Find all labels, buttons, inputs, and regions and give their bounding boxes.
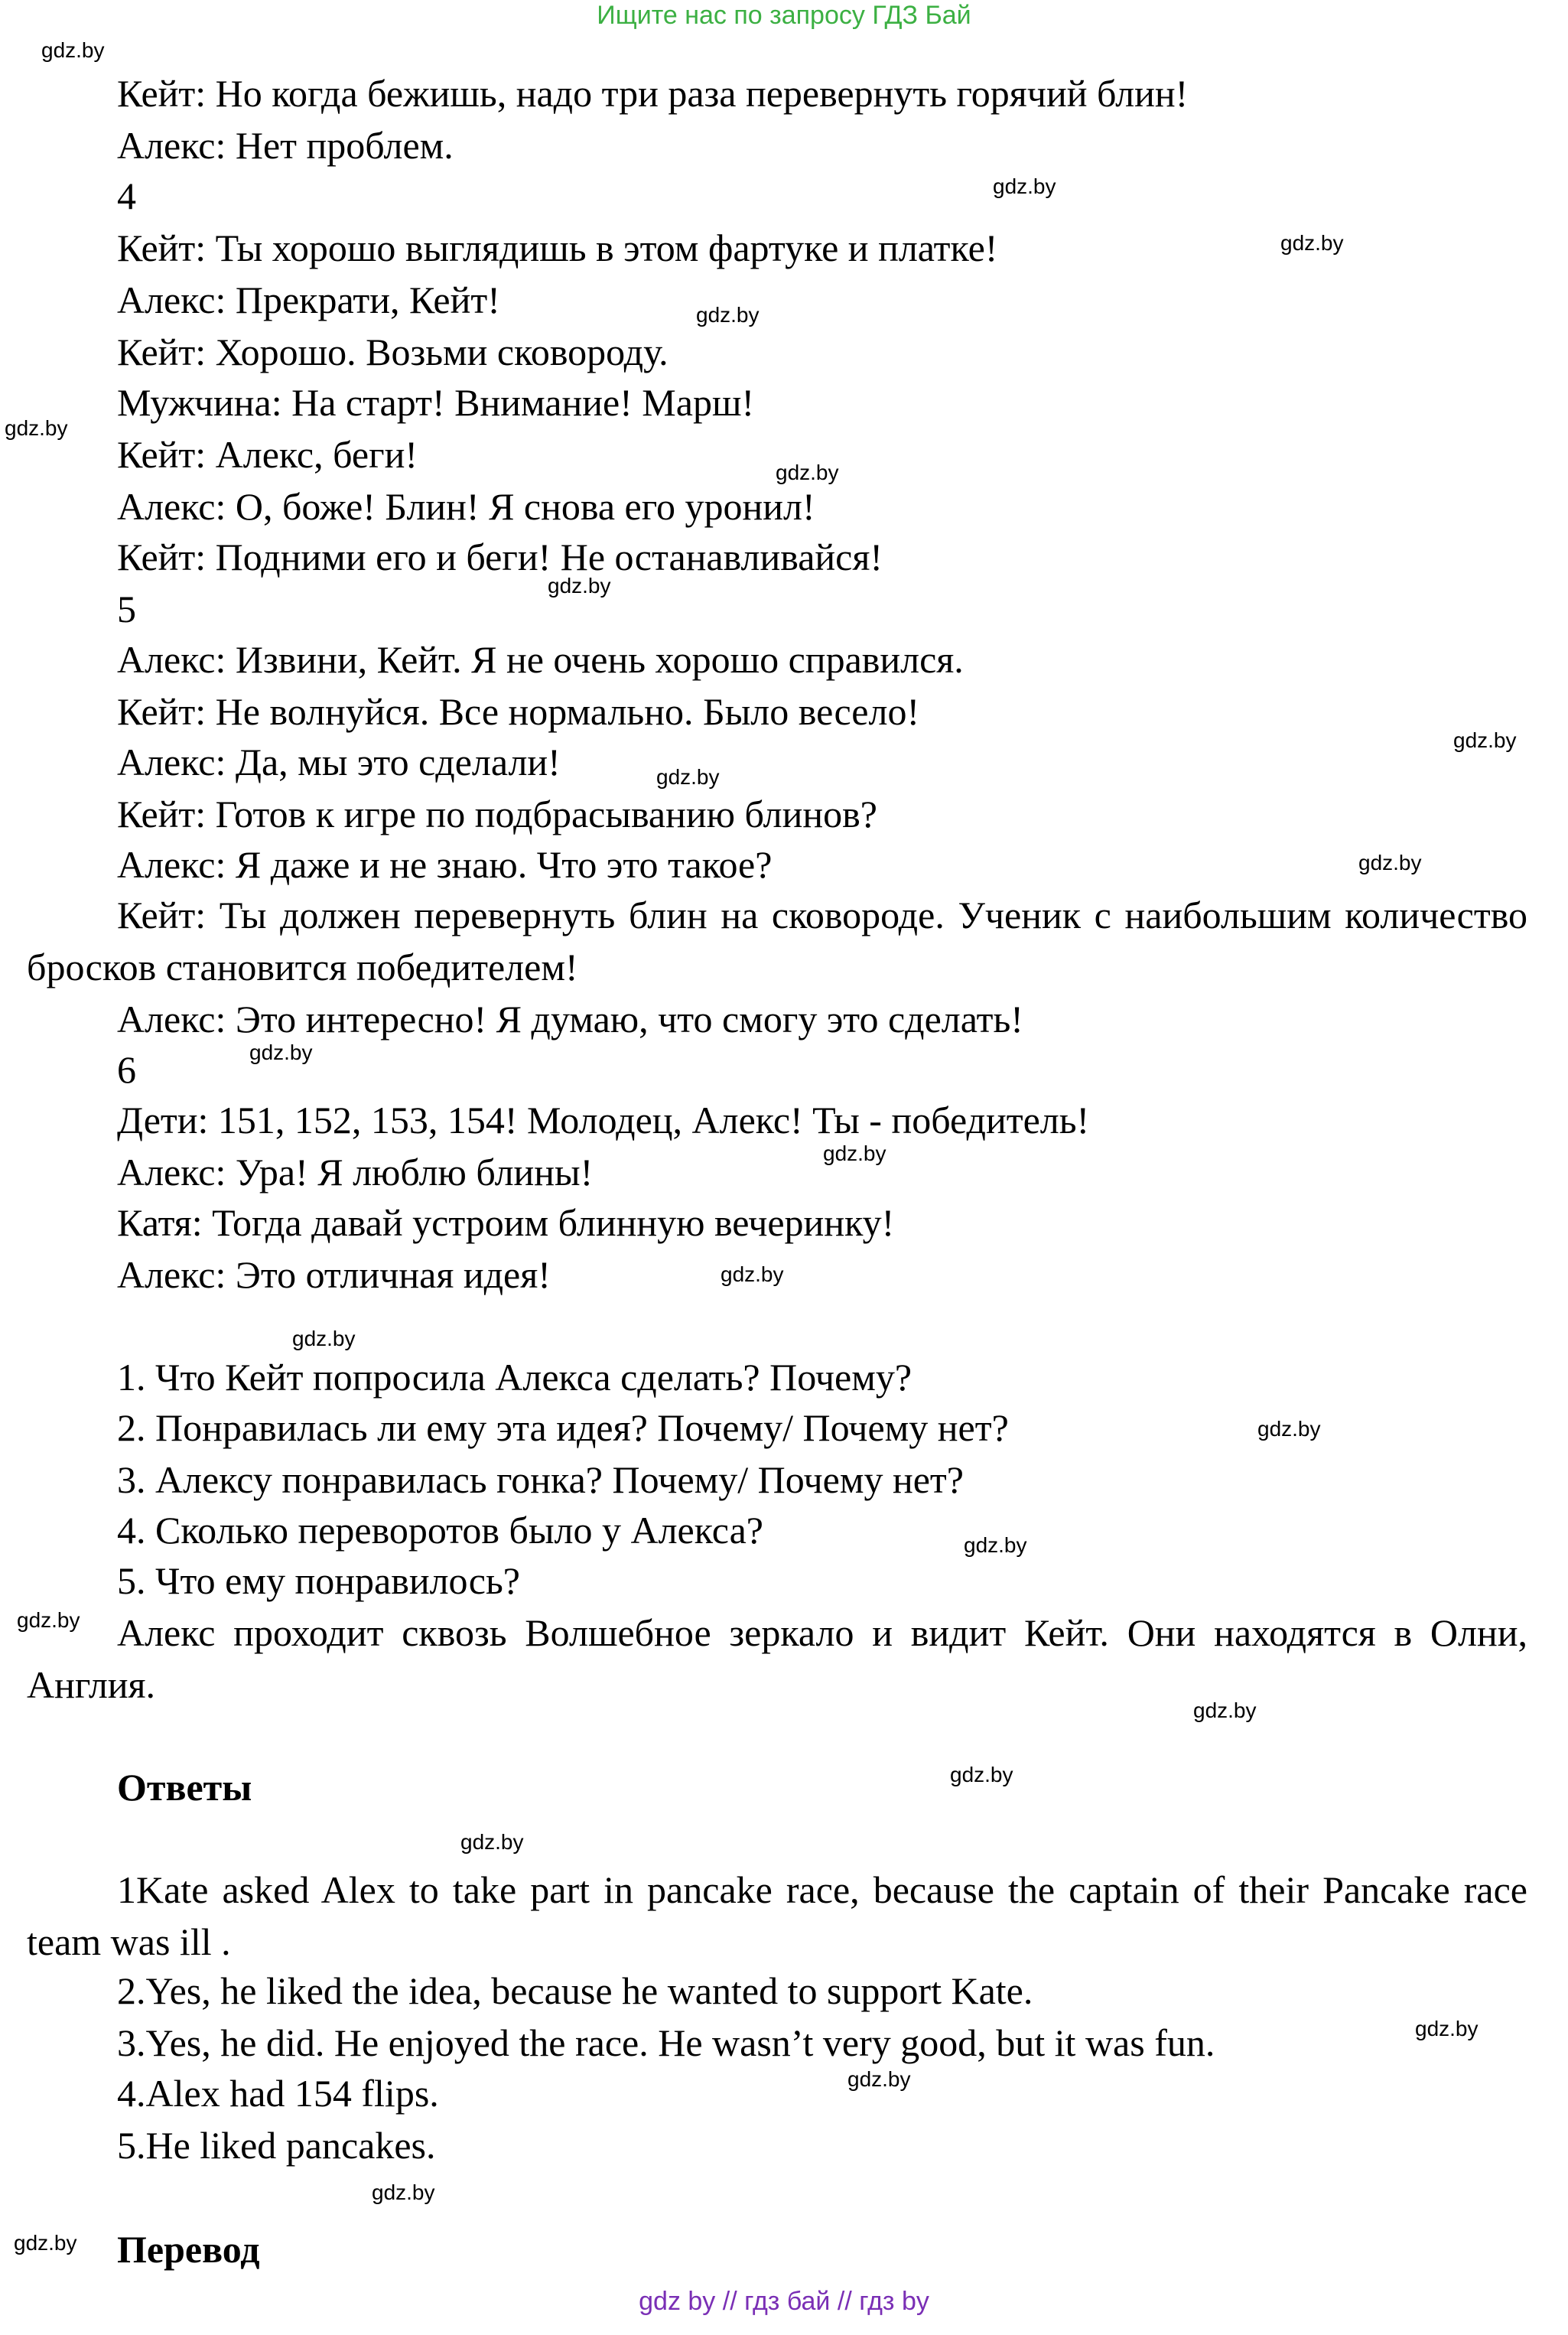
watermark: gdz.by xyxy=(1415,2017,1479,2040)
dialogue-line: Кейт: Алекс, беги! xyxy=(117,433,418,476)
dialogue-line: Кейт: Но когда бежишь, надо три раза перевернуть горячий блин! xyxy=(117,72,1189,115)
watermark: gdz.by xyxy=(823,1141,886,1165)
dialogue-line: Кейт: Готов к игре по подбрасыванию блинов? xyxy=(117,793,877,835)
question-item: 3. Алексу понравилась гонка? Почему/ Почему нет? xyxy=(117,1458,964,1501)
section-number: 4 xyxy=(117,174,136,217)
dialogue-line: Алекс: Нет проблем. xyxy=(117,124,454,167)
dialogue-line: Кейт: Подними его и беги! Не останавливайся! xyxy=(117,536,883,578)
watermark: gdz.by xyxy=(1280,231,1344,255)
dialogue-line: Мужчина: На старт! Внимание! Марш! xyxy=(117,381,755,424)
footer-banner: gdz by // гдз бай // гдз by xyxy=(639,2287,929,2316)
watermark: gdz.by xyxy=(656,765,720,789)
section-number: 5 xyxy=(117,588,136,630)
watermark: gdz.by xyxy=(292,1327,356,1350)
dialogue-line: Алекс: Ура! Я люблю блины! xyxy=(117,1151,594,1194)
dialogue-line: Алекс: Да, мы это сделали! xyxy=(117,741,561,783)
question-item: 5. Что ему понравилось? xyxy=(117,1559,520,1602)
dialogue-line: Катя: Тогда давай устроим блинную вечеринку! xyxy=(117,1201,895,1244)
section-number: 6 xyxy=(117,1048,136,1091)
watermark: gdz.by xyxy=(14,2231,77,2255)
dialogue-line: Кейт: Ты хорошо выглядишь в этом фартуке и платке! xyxy=(117,226,998,269)
watermark: gdz.by xyxy=(372,2180,435,2204)
watermark: gdz.by xyxy=(17,1608,80,1632)
question-item: 4. Сколько переворотов было у Алекса? xyxy=(117,1509,763,1552)
dialogue-line: Алекс: Это интересно! Я думаю, что смогу это сделать! xyxy=(117,998,1023,1040)
watermark: gdz.by xyxy=(993,174,1056,198)
watermark: gdz.by xyxy=(1193,1698,1257,1722)
dialogue-line: Кейт: Не волнуйся. Все нормально. Было весело! xyxy=(117,690,920,733)
dialogue-line: Алекс: О, боже! Блин! Я снова его уронил! xyxy=(117,485,815,528)
dialogue-line: Алекс: Прекрати, Кейт! xyxy=(117,278,500,321)
answer-item: 3.Yes, he did. He enjoyed the race. He wasn’t very good, but it was fun. xyxy=(117,2021,1215,2064)
dialogue-line: Дети: 151, 152, 153, 154! Молодец, Алекс! Ты - победитель! xyxy=(117,1099,1090,1141)
watermark: gdz.by xyxy=(696,303,760,327)
answers-heading: Ответы xyxy=(117,1766,252,1809)
watermark: gdz.by xyxy=(964,1533,1027,1557)
translation-heading: Перевод xyxy=(117,2228,260,2271)
answer-item: 2.Yes, he liked the idea, because he wanted to support Kate. xyxy=(117,1969,1033,2012)
dialogue-line: Алекс: Я даже и не знаю. Что это такое? xyxy=(117,843,773,886)
watermark: gdz.by xyxy=(41,38,105,62)
dialogue-line: Алекс: Извини, Кейт. Я не очень хорошо справился. xyxy=(117,638,964,681)
answer-paragraph: 1Kate asked Alex to take part in pancake race, because the captain of their Pancake race team was ill . xyxy=(27,1868,1527,1963)
dialogue-paragraph: Кейт: Ты должен перевернуть блин на сковороде. Ученик с наибольшим количество бросков становится победителем! xyxy=(27,894,1527,988)
question-item: 1. Что Кейт попросила Алекса сделать? Почему? xyxy=(117,1356,912,1399)
watermark: gdz.by xyxy=(249,1040,313,1064)
watermark: gdz.by xyxy=(548,574,611,598)
watermark: gdz.by xyxy=(1257,1417,1321,1441)
question-item: 2. Понравилась ли ему эта идея? Почему/ Почему нет? xyxy=(117,1406,1009,1449)
watermark: gdz.by xyxy=(847,2067,911,2091)
watermark: gdz.by xyxy=(1453,728,1517,752)
watermark: gdz.by xyxy=(776,461,839,484)
search-banner: Ищите нас по запросу ГДЗ Бай xyxy=(597,1,971,30)
watermark: gdz.by xyxy=(1358,851,1422,874)
dialogue-line: Кейт: Хорошо. Возьми сковороду. xyxy=(117,331,669,373)
watermark: gdz.by xyxy=(460,1830,524,1854)
answer-item: 4.Alex had 154 flips. xyxy=(117,2072,439,2115)
watermark: gdz.by xyxy=(950,1763,1013,1786)
watermark: gdz.by xyxy=(721,1262,784,1286)
dialogue-line: Алекс: Это отличная идея! xyxy=(117,1253,551,1296)
narrative-paragraph: Алекс проходит сквозь Волшебное зеркало и видит Кейт. Они находятся в Олни, Англия. xyxy=(27,1611,1527,1706)
answer-item: 5.He liked pancakes. xyxy=(117,2124,436,2167)
watermark: gdz.by xyxy=(5,416,68,440)
